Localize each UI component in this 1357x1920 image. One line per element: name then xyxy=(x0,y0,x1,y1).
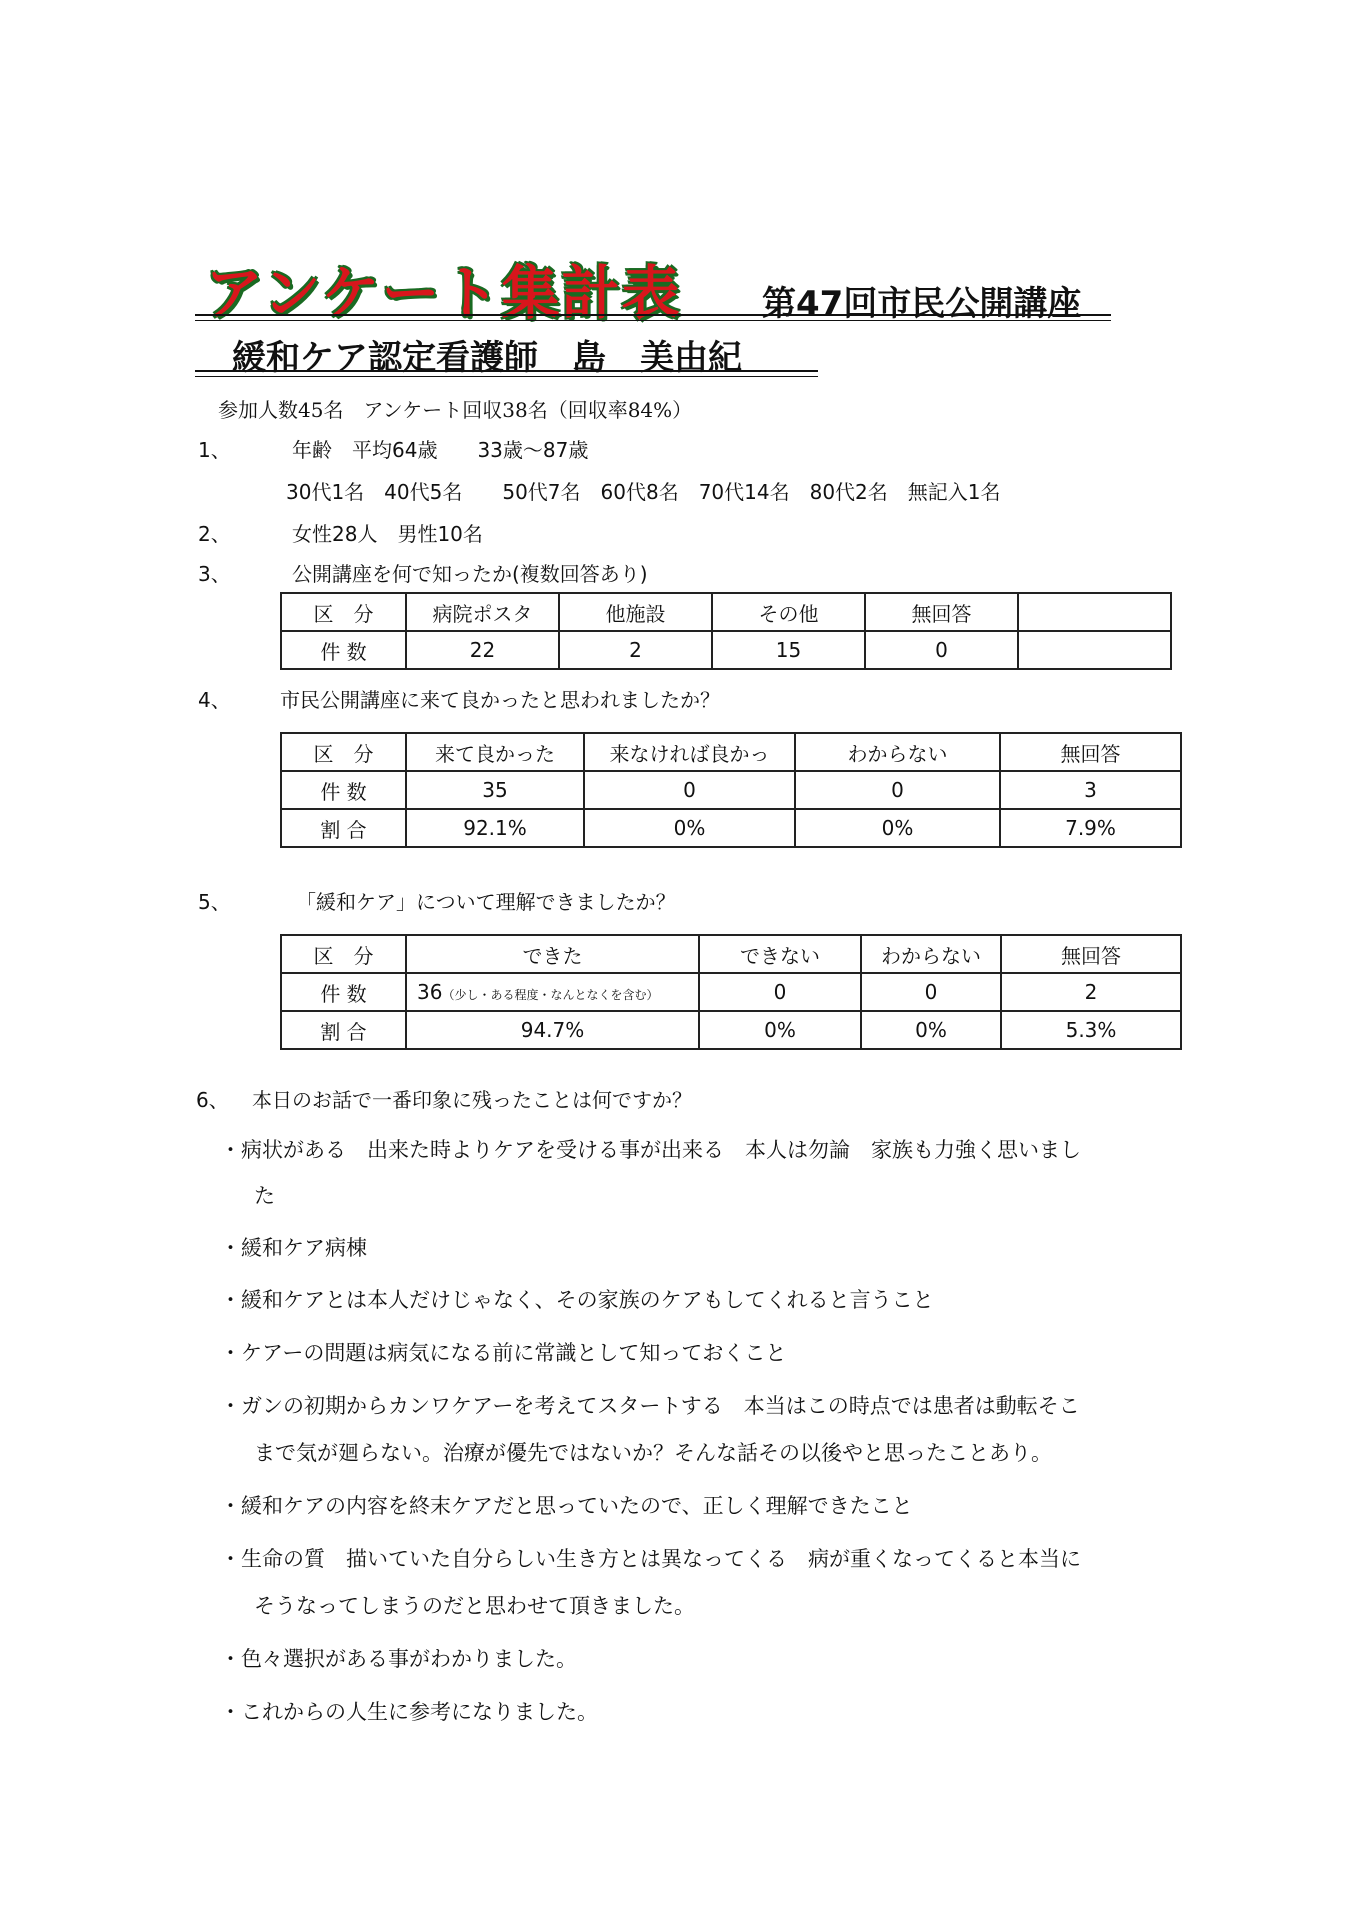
q6-question: 本日のお話で一番印象に残ったことは何ですか？ xyxy=(252,1088,692,1112)
table-cell: 区 分 xyxy=(281,733,406,771)
table-row xyxy=(281,935,1181,973)
q2-gender-summary: 女性28人 男性10名 xyxy=(292,522,483,546)
table-cell: 7.9% xyxy=(1000,809,1181,847)
list-item: ・緩和ケア病棟 xyxy=(220,1236,367,1260)
q4-number: 4、 xyxy=(198,688,231,712)
table-cell: 0% xyxy=(584,809,795,847)
table-cell: その他 xyxy=(712,593,865,631)
table-cell: 5.3% xyxy=(1001,1011,1181,1049)
table-cell: 94.7% xyxy=(406,1011,699,1049)
q4-table xyxy=(280,732,1182,848)
table-cell: 無回答 xyxy=(1001,935,1181,973)
table-cell: 0 xyxy=(795,771,1000,809)
attendance-summary: 参加人数45名 アンケート回収38名（回収率84%） xyxy=(218,398,693,422)
presenter-underline xyxy=(195,370,818,377)
table-cell: 3 xyxy=(1000,771,1181,809)
table-row xyxy=(281,973,1181,1011)
table-cell: 無回答 xyxy=(1000,733,1181,771)
table-cell: 35 xyxy=(406,771,584,809)
table-cell: わからない xyxy=(861,935,1001,973)
list-item: ・病状がある 出来た時よりケアを受ける事が出来る 本人は勿論 家族も力強く思いまし xyxy=(220,1138,1081,1162)
title-underline xyxy=(195,314,1111,321)
table-cell: できない xyxy=(699,935,861,973)
table-cell: 0% xyxy=(795,809,1000,847)
table-cell: 2 xyxy=(559,631,712,669)
table-row xyxy=(281,593,1171,631)
list-item: ・生命の質 描いていた自分らしい生き方とは異なってくる 病が重くなってくると本当に xyxy=(220,1547,1081,1571)
table-cell: 病院ポスタ xyxy=(406,593,559,631)
table-cell: 来て良かった xyxy=(406,733,584,771)
q5-table xyxy=(280,934,1182,1050)
table-cell: 0 xyxy=(699,973,861,1011)
table-cell: わからない xyxy=(795,733,1000,771)
table-cell: 割 合 xyxy=(281,809,406,847)
count-note: （少し・ある程度・なんとなくを含む） xyxy=(442,988,659,1002)
q4-question: 市民公開講座に来て良かったと思われましたか？ xyxy=(280,688,720,712)
presenter-name: 緩和ケア認定看護師 島 美由紀 xyxy=(232,338,742,378)
table-cell: 件 数 xyxy=(281,771,406,809)
list-item: ・色々選択がある事がわかりました。 xyxy=(220,1647,577,1671)
table-cell: 0 xyxy=(584,771,795,809)
q2-number: 2、 xyxy=(198,522,231,546)
q1-age-breakdown: 30代1名 40代5名 50代7名 60代8名 70代14名 80代2名 無記入1名 xyxy=(286,480,1001,504)
q3-question: 公開講座を何で知ったか(複数回答あり) xyxy=(292,562,648,586)
table-cell: 区 分 xyxy=(281,935,406,973)
table-cell: 区 分 xyxy=(281,593,406,631)
table-cell: 0 xyxy=(861,973,1001,1011)
table-cell: 他施設 xyxy=(559,593,712,631)
q1-number: 1、 xyxy=(198,438,231,462)
table-cell: 来なければ良かっ xyxy=(584,733,795,771)
table-row xyxy=(281,1011,1181,1049)
table-cell xyxy=(1018,631,1171,669)
table-cell: できた xyxy=(406,935,699,973)
list-item: ・ガンの初期からカンワケアーを考えてスタートする 本当はこの時点では患者は動転そこ xyxy=(220,1394,1080,1418)
q3-table xyxy=(280,592,1172,670)
table-cell: 割 合 xyxy=(281,1011,406,1049)
table-row xyxy=(281,771,1181,809)
table-cell: 0% xyxy=(699,1011,861,1049)
list-item: ・これからの人生に参考になりました。 xyxy=(220,1700,598,1724)
table-cell: 0 xyxy=(865,631,1018,669)
table-cell: 無回答 xyxy=(865,593,1018,631)
q3-number: 3、 xyxy=(198,562,231,586)
table-cell: 92.1% xyxy=(406,809,584,847)
table-cell: 件 数 xyxy=(281,973,406,1011)
table-cell xyxy=(1018,593,1171,631)
list-item: ・緩和ケアとは本人だけじゃなく、その家族のケアもしてくれると言うこと xyxy=(220,1288,934,1312)
table-cell: 0% xyxy=(861,1011,1001,1049)
list-item: まで気が廻らない。治療が優先ではないか？そんな話その以後やと思ったことあり。 xyxy=(254,1441,1052,1465)
q6-number: 6、 xyxy=(196,1088,229,1112)
document-title: アンケート集計表 xyxy=(205,259,682,327)
table-row xyxy=(281,631,1171,669)
table-cell: 15 xyxy=(712,631,865,669)
table-row xyxy=(281,809,1181,847)
table-cell: 22 xyxy=(406,631,559,669)
count-value: 36 xyxy=(417,980,443,1004)
q1-age-summary: 年齢 平均64歳 33歳～87歳 xyxy=(292,438,589,462)
table-cell xyxy=(406,973,699,1011)
table-cell: 件 数 xyxy=(281,631,406,669)
list-item: た xyxy=(254,1184,275,1208)
list-item: ・緩和ケアの内容を終末ケアだと思っていたので、正しく理解できたこと xyxy=(220,1494,913,1518)
list-item: ・ケアーの問題は病気になる前に常識として知っておくこと xyxy=(220,1341,787,1365)
q5-number: 5、 xyxy=(198,890,231,914)
q5-question: 「緩和ケア」について理解できましたか？ xyxy=(296,890,676,914)
list-item: そうなってしまうのだと思わせて頂きました。 xyxy=(254,1594,695,1618)
table-row xyxy=(281,733,1181,771)
lecture-subtitle: 第47回市民公開講座 xyxy=(762,284,1082,324)
table-cell: 2 xyxy=(1001,973,1181,1011)
